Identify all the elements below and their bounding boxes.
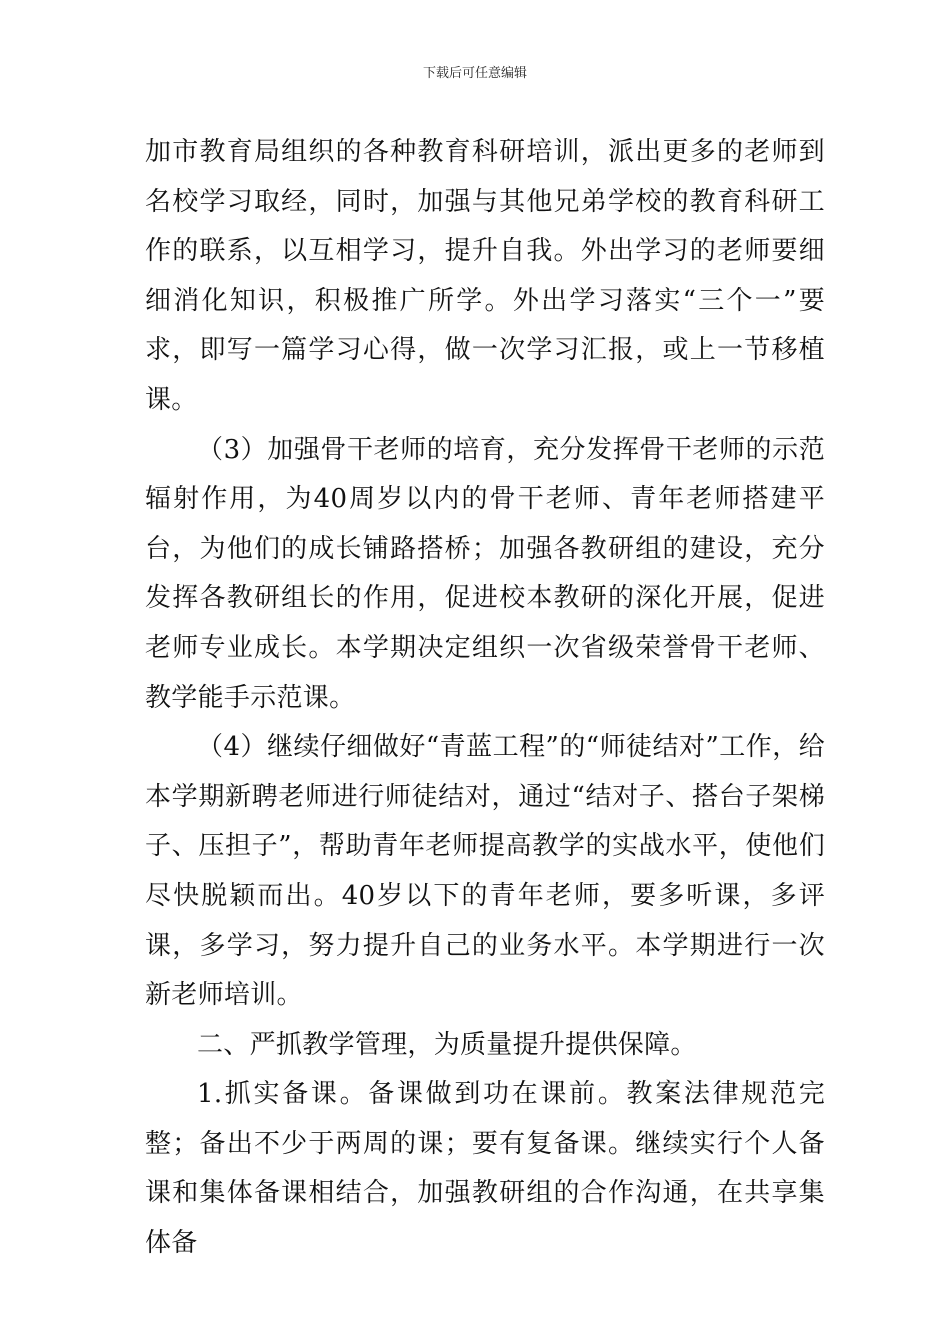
- page-header: 下载后可任意编辑: [422, 66, 527, 81]
- document-body: [145, 128, 825, 1269]
- paragraph-backbone-teachers: （3）加强骨干老师的培育，充分发挥骨干老师的示范辐射作用，为40周岁以内的骨干老师、青年老师搭建平台，为他们的成长铺路搭桥；加强各教研组的建设，充分发挥各教研组长的作用，促进校本教研的深化开展，促进老师专业成长。本学期决定组织一次省级荣誉骨干老师、教学能手示范课。: [145, 434, 825, 713]
- paragraph-mentor-pairing: （4）继续仔细做好“青蓝工程”的“师徒结对”工作，给本学期新聘老师进行师徒结对，通过“结对子、搭台子架梯子、压担子”，帮助青年老师提高教学的实战水平，使他们尽快脱颖而出。40岁以下的青年老师，要多听课，多评课，多学习，努力提升自己的业务水平。本学期进行一次新老师培训。: [145, 732, 825, 1011]
- paragraph-lesson-preparation: 1.抓实备课。备课做到功在课前。教案法律规范完整；备出不少于两周的课；要有复备课。继续实行个人备课和集体备课相结合，加强教研组的合作沟通，在共享集体备: [145, 1079, 825, 1259]
- paragraph-training-continued: 加市教育局组织的各种教育科研培训，派出更多的老师到名校学习取经，同时，加强与其他兄弟学校的教育科研工作的联系，以互相学习，提升自我。外出学习的老师要细细消化知识，积极推广所学。外出学习落实“三个一”要求，即写一篇学习心得，做一次学习汇报，或上一节移植课。: [145, 137, 825, 415]
- section-heading-teaching-management: 二、严抓教学管理，为质量提升提供保障。: [197, 1029, 697, 1060]
